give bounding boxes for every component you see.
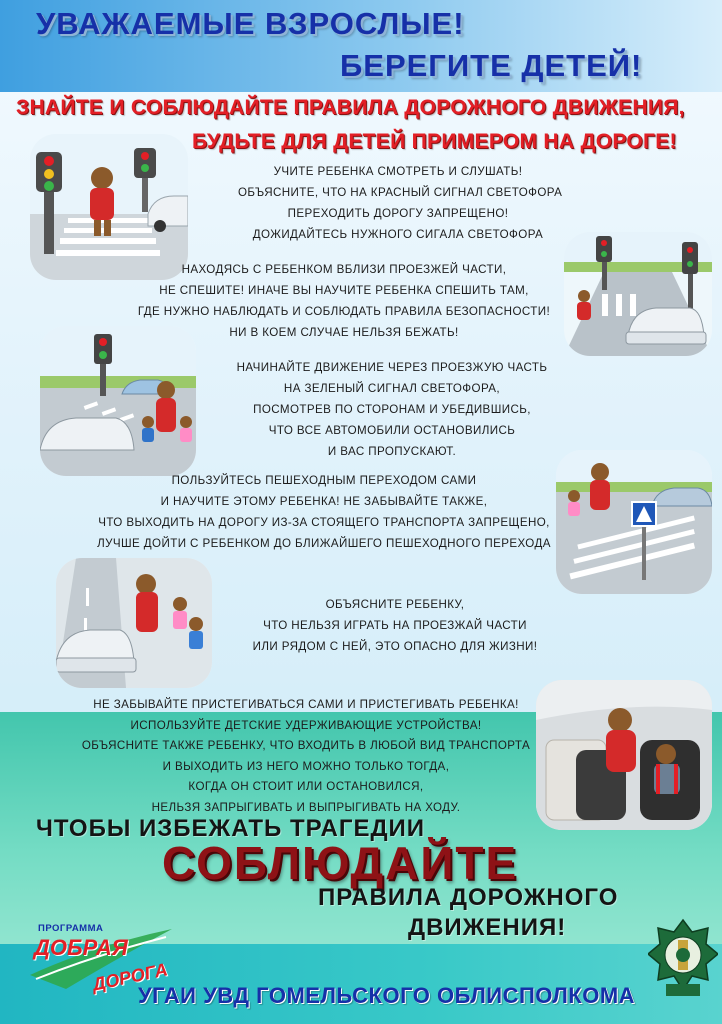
tip-2-line-3: ГДЕ НУЖНО НАБЛЮДАТЬ И СОБЛЮДАТЬ ПРАВИЛА БЕЗОПАСНОСТИ! bbox=[137, 305, 551, 318]
logo-word-1: ДОБРАЯ bbox=[34, 935, 128, 960]
tip-4-line-3: ЧТО ВЫХОДИТЬ НА ДОРОГУ ИЗ-ЗА СТОЯЩЕГО ТРАНСПОРТА ЗАПРЕЩЕНО, bbox=[98, 516, 550, 529]
tip-4-line-2: И НАУЧИТЕ ЭТОМУ РЕБЕНКА! НЕ ЗАБЫВАЙТЕ ТАКЖЕ, bbox=[160, 495, 488, 508]
illustration-kids-near-road bbox=[56, 558, 212, 688]
tip-5-line-3: ИЛИ РЯДОМ С НЕЙ, ЭТО ОПАСНО ДЛЯ ЖИЗНИ! bbox=[252, 640, 538, 653]
tip-1-line-1: УЧИТЕ РЕБЕНКА СМОТРЕТЬ И СЛУШАТЬ! bbox=[273, 165, 523, 178]
traffic-police-emblem-icon bbox=[648, 918, 718, 1000]
tip-6-line-1: НЕ ЗАБЫВАЙТЕ ПРИСТЕГИВАТЬСЯ САМИ И ПРИСТЕГИВАТЬ РЕБЕНКА! bbox=[93, 698, 519, 711]
logo-word-2: ДОРОГА bbox=[90, 959, 170, 995]
tip-2-text bbox=[124, 259, 564, 343]
tip-4-line-1: ПОЛЬЗУЙТЕСЬ ПЕШЕХОДНЫМ ПЕРЕХОДОМ САМИ bbox=[171, 474, 477, 487]
subtitle-line-1: ЗНАЙТЕ И СОБЛЮДАЙТЕ ПРАВИЛА ДОРОЖНОГО ДВИЖЕНИЯ, bbox=[16, 96, 685, 119]
tip-6-text bbox=[80, 695, 532, 818]
tip-2-line-2: НЕ СПЕШИТЕ! ИНАЧЕ ВЫ НАУЧИТЕ РЕБЕНКА СПЕШИТЬ ТАМ, bbox=[159, 284, 529, 297]
tip-1-line-4: ДОЖИДАЙТЕСЬ НУЖНОГО СИГАЛА СВЕТОФОРА bbox=[252, 228, 544, 241]
tip-2-line-1: НАХОДЯСЬ С РЕБЕНКОМ ВБЛИЗИ ПРОЕЗЖЕЙ ЧАСТИ, bbox=[181, 263, 507, 276]
tip-1-line-2: ОБЪЯСНИТЕ, ЧТО НА КРАСНЫЙ СИГНАЛ СВЕТОФОРА bbox=[238, 186, 563, 199]
tip-6-line-2: ИСПОЛЬЗУЙТЕ ДЕТСКИЕ УДЕРЖИВАЮЩИЕ УСТРОЙСТВА! bbox=[130, 718, 482, 732]
tip-3-text bbox=[232, 357, 552, 462]
tip-6-line-6: НЕЛЬЗЯ ЗАПРЫГИВАТЬ И ВЫПРЫГИВАТЬ НА ХОДУ. bbox=[151, 800, 461, 814]
tip-3-line-2: НА ЗЕЛЕНЫЙ СИГНАЛ СВЕТОФОРА, bbox=[283, 382, 501, 395]
tip-4-line-4: ЛУЧШЕ ДОЙТИ С РЕБЕНКОМ ДО БЛИЖАЙШЕГО ПЕШЕХОДНОГО ПЕРЕХОДА bbox=[97, 537, 551, 550]
tip-2-line-4: НИ В КОЕМ СЛУЧАЕ НЕЛЬЗЯ БЕЖАТЬ! bbox=[229, 326, 459, 339]
footer-organization: УГАИ УВД ГОМЕЛЬСКОГО ОБЛИСПОЛКОМА bbox=[138, 983, 636, 1008]
tip-6-line-5: КОГДА ОН СТОИТ ИЛИ ОСТАНОВИЛСЯ, bbox=[188, 780, 424, 793]
tip-3-line-5: И ВАС ПРОПУСКАЮТ. bbox=[327, 445, 457, 458]
tip-6-line-3: ОБЪЯСНИТЕ ТАКЖЕ РЕБЕНКУ, ЧТО ВХОДИТЬ В ЛЮБОЙ ВИД ТРАНСПОРТА bbox=[81, 739, 531, 752]
tip-3-line-3: ПОСМОТРЕВ ПО СТОРОНАМ И УБЕДИВШИСЬ, bbox=[253, 403, 531, 416]
slogan-line-1: ЧТОБЫ ИЗБЕЖАТЬ ТРАГЕДИИ bbox=[36, 815, 426, 842]
tip-1-text bbox=[238, 161, 563, 245]
tip-3-line-1: НАЧИНАЙТЕ ДВИЖЕНИЕ ЧЕРЕЗ ПРОЕЗЖУЮ ЧАСТЬ bbox=[236, 361, 548, 374]
title-line-2: БЕРЕГИТЕ ДЕТЕЙ! bbox=[340, 48, 643, 83]
logo-program-label: ПРОГРАММА bbox=[38, 923, 104, 934]
tip-1-line-3: ПЕРЕХОДИТЬ ДОРОГУ ЗАПРЕЩЕНО! bbox=[287, 207, 509, 220]
tip-5-line-1: ОБЪЯСНИТЕ РЕБЕНКУ, bbox=[325, 598, 465, 611]
slogan-big-word: СОБЛЮДАЙТЕ bbox=[162, 837, 519, 889]
tip-4-text bbox=[88, 470, 560, 554]
title-line-1: УВАЖАЕМЫЕ ВЗРОСЛЫЕ! bbox=[36, 6, 465, 41]
illustration-road-car bbox=[564, 232, 712, 356]
slogan-line-3: ПРАВИЛА ДОРОЖНОГО bbox=[318, 884, 619, 911]
illustration-crossing-sign bbox=[556, 450, 712, 594]
illustration-parent-kids-crossing bbox=[40, 326, 196, 476]
illustration-child-car-seat bbox=[536, 680, 712, 830]
tip-5-line-2: ЧТО НЕЛЬЗЯ ИГРАТЬ НА ПРОЕЗЖАЙ ЧАСТИ bbox=[263, 619, 527, 632]
tip-3-line-4: ЧТО ВСЕ АВТОМОБИЛИ ОСТАНОВИЛИСЬ bbox=[268, 424, 516, 437]
tip-5-text bbox=[250, 594, 540, 657]
slogan-line-4: ДВИЖЕНИЯ! bbox=[408, 914, 567, 941]
subtitle-line-2: БУДЬТЕ ДЛЯ ДЕТЕЙ ПРИМЕРОМ НА ДОРОГЕ! bbox=[192, 130, 677, 153]
tip-6-line-4: И ВЫХОДИТЬ ИЗ НЕГО МОЖНО ТОЛЬКО ТОГДА, bbox=[162, 759, 450, 773]
